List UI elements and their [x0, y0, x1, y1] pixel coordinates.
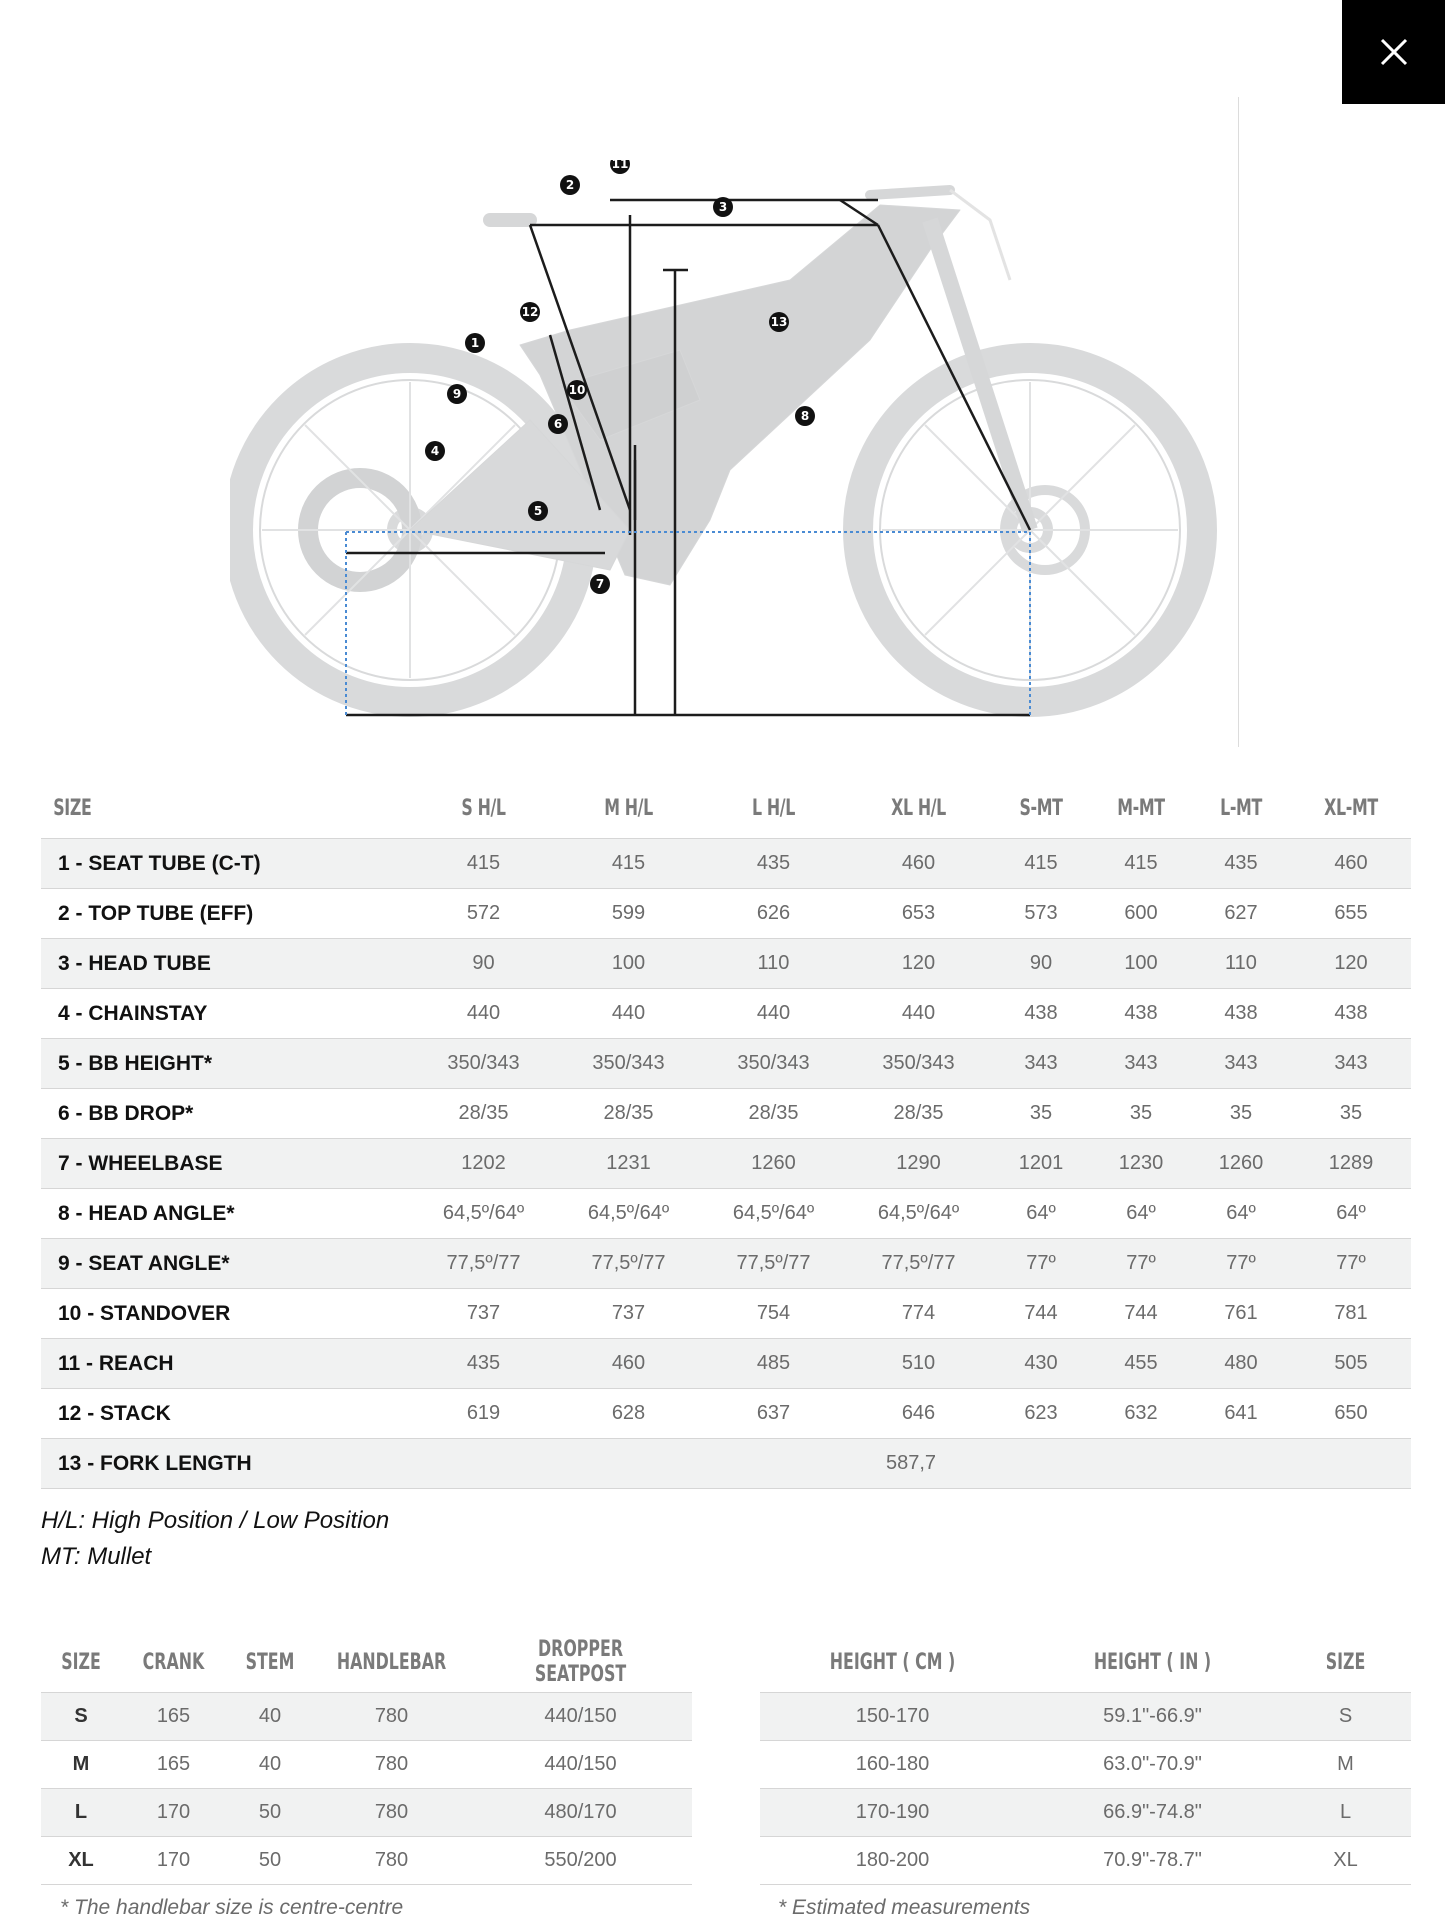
marker-13: [769, 312, 789, 332]
table-cell: 430: [991, 1339, 1091, 1389]
table-notes: [41, 1503, 389, 1575]
table-cell: 50: [226, 1789, 314, 1837]
column-header: L H/L: [752, 795, 795, 821]
marker-11: [610, 160, 630, 174]
marker-9: [447, 384, 467, 404]
table-cell: 653: [846, 889, 991, 939]
table-cell: 632: [1091, 1389, 1191, 1439]
table-cell: 1260: [701, 1139, 846, 1189]
note-mt: MT: Mullet: [41, 1543, 152, 1570]
table-row: [41, 1089, 1411, 1139]
table-row: [41, 839, 1411, 889]
column-header: XL-MT: [1324, 795, 1378, 821]
table-cell: 480/170: [469, 1789, 692, 1837]
height-footnote: * Estimated measurements: [778, 1896, 1031, 1919]
components-footnote: * The handlebar size is centre-centre: [60, 1896, 404, 1919]
row-label: 13 - FORK LENGTH: [41, 1439, 411, 1489]
table-cell: 28/35: [846, 1089, 991, 1139]
vertical-divider: [1238, 97, 1239, 747]
table-cell: 1289: [1291, 1139, 1411, 1189]
column-header: M-MT: [1117, 795, 1165, 821]
table-cell: 480: [1191, 1339, 1291, 1389]
table-cell: 35: [1191, 1089, 1291, 1139]
column-header: STEM: [245, 1649, 295, 1675]
table-cell: 572: [411, 889, 556, 939]
table-cell: 40: [226, 1741, 314, 1789]
table-cell: 343: [1091, 1039, 1191, 1089]
row-label: 12 - STACK: [41, 1389, 411, 1439]
table-cell: 100: [556, 939, 701, 989]
table-cell: 780: [314, 1789, 469, 1837]
table-cell: 28/35: [701, 1089, 846, 1139]
table-cell: 626: [701, 889, 846, 939]
row-label: 11 - REACH: [41, 1339, 411, 1389]
table-cell: 440: [701, 989, 846, 1039]
svg-text:13: 13: [770, 315, 788, 329]
table-cell: 1290: [846, 1139, 991, 1189]
table-cell: 64º: [1091, 1189, 1191, 1239]
table-row: [41, 989, 1411, 1039]
row-label: 5 - BB HEIGHT*: [41, 1039, 411, 1089]
table-cell: 170: [121, 1837, 226, 1885]
table-cell: 440: [411, 989, 556, 1039]
table-cell: XL: [41, 1837, 121, 1885]
close-button[interactable]: [1342, 0, 1445, 104]
table-cell: 737: [411, 1289, 556, 1339]
table-cell: 460: [846, 839, 991, 889]
column-header: M H/L: [604, 795, 653, 821]
table-cell: 343: [1291, 1039, 1411, 1089]
column-header: HEIGHT ( IN ): [1093, 1649, 1212, 1675]
table-row: [41, 889, 1411, 939]
table-cell: 587,7: [411, 1439, 1411, 1489]
table-cell: 780: [314, 1837, 469, 1885]
table-cell: 77º: [991, 1239, 1091, 1289]
geometry-table: [41, 778, 1411, 1489]
table-cell: 77,5º/77: [846, 1239, 991, 1289]
row-label: 2 - TOP TUBE (EFF): [41, 889, 411, 939]
table-cell: 64º: [991, 1189, 1091, 1239]
table-cell: 35: [1291, 1089, 1411, 1139]
table-row: [41, 1339, 1411, 1389]
table-cell: 110: [1191, 939, 1291, 989]
table-cell: 170-190: [760, 1789, 1025, 1837]
table-cell: 438: [991, 989, 1091, 1039]
row-label: 4 - CHAINSTAY: [41, 989, 411, 1039]
column-header: XL H/L: [891, 795, 946, 821]
table-cell: 350/343: [556, 1039, 701, 1089]
table-cell: 64º: [1191, 1189, 1291, 1239]
table-row: [760, 1693, 1411, 1741]
table-cell: 780: [314, 1693, 469, 1741]
table-cell: 350/343: [846, 1039, 991, 1089]
table-cell: 440: [846, 989, 991, 1039]
table-row: [41, 1239, 1411, 1289]
row-label: 10 - STANDOVER: [41, 1289, 411, 1339]
table-cell: 573: [991, 889, 1091, 939]
close-icon: [1380, 38, 1408, 66]
table-cell: 415: [556, 839, 701, 889]
table-cell: 619: [411, 1389, 556, 1439]
marker-7: [590, 574, 610, 594]
table-cell: 343: [991, 1039, 1091, 1089]
table-cell: S: [1280, 1693, 1411, 1741]
table-cell: 460: [556, 1339, 701, 1389]
table-cell: 165: [121, 1693, 226, 1741]
table-cell: 350/343: [701, 1039, 846, 1089]
table-cell: 438: [1191, 989, 1291, 1039]
table-cell: 435: [411, 1339, 556, 1389]
table-row: [41, 1837, 692, 1885]
svg-text:3: 3: [718, 200, 728, 214]
table-row: [41, 1289, 1411, 1339]
column-header: SIZE: [61, 1649, 101, 1675]
table-cell: 40: [226, 1693, 314, 1741]
svg-text:12: 12: [521, 305, 539, 319]
table-cell: 150-170: [760, 1693, 1025, 1741]
table-cell: 59.1"-66.9": [1025, 1693, 1280, 1741]
svg-text:5: 5: [533, 504, 543, 518]
svg-text:6: 6: [553, 417, 563, 431]
table-row: [41, 1789, 692, 1837]
table-cell: 170: [121, 1789, 226, 1837]
table-cell: 180-200: [760, 1837, 1025, 1885]
svg-text:4: 4: [430, 444, 440, 458]
rider-height-table: [760, 1632, 1411, 1885]
column-header: HEIGHT ( CM ): [829, 1649, 956, 1675]
row-label: 7 - WHEELBASE: [41, 1139, 411, 1189]
table-cell: 28/35: [411, 1089, 556, 1139]
components-table: [41, 1632, 692, 1885]
table-cell: 77º: [1191, 1239, 1291, 1289]
table-cell: 64,5º/64º: [556, 1189, 701, 1239]
table-cell: 744: [1091, 1289, 1191, 1339]
table-cell: 120: [846, 939, 991, 989]
table-row: [41, 1741, 692, 1789]
table-cell: 455: [1091, 1339, 1191, 1389]
column-header: CRANK: [142, 1649, 205, 1675]
table-cell: 70.9"-78.7": [1025, 1837, 1280, 1885]
table-cell: 646: [846, 1389, 991, 1439]
table-row: [41, 1389, 1411, 1439]
table-cell: 435: [701, 839, 846, 889]
table-cell: 35: [1091, 1089, 1191, 1139]
table-cell: 64,5º/64º: [411, 1189, 556, 1239]
table-cell: 440/150: [469, 1741, 692, 1789]
table-cell: 415: [991, 839, 1091, 889]
marker-3: [713, 197, 733, 217]
table-row: [41, 1189, 1411, 1239]
table-cell: 440/150: [469, 1693, 692, 1741]
column-header: DROPPER SEATPOST: [534, 1637, 627, 1687]
table-cell: XL: [1280, 1837, 1411, 1885]
column-header: S H/L: [461, 795, 506, 821]
table-cell: 440: [556, 989, 701, 1039]
table-cell: 774: [846, 1289, 991, 1339]
table-cell: 438: [1091, 989, 1191, 1039]
table-cell: 1231: [556, 1139, 701, 1189]
table-cell: 64,5º/64º: [701, 1189, 846, 1239]
table-cell: 63.0"-70.9": [1025, 1741, 1280, 1789]
row-label: 9 - SEAT ANGLE*: [41, 1239, 411, 1289]
table-row: [760, 1837, 1411, 1885]
table-cell: 510: [846, 1339, 991, 1389]
table-cell: 110: [701, 939, 846, 989]
table-cell: 780: [314, 1741, 469, 1789]
table-cell: 120: [1291, 939, 1411, 989]
table-cell: 761: [1191, 1289, 1291, 1339]
table-cell: 641: [1191, 1389, 1291, 1439]
table-cell: 485: [701, 1339, 846, 1389]
marker-2: [560, 175, 580, 195]
table-cell: 438: [1291, 989, 1411, 1039]
geometry-header-row: [41, 778, 1411, 839]
svg-text:9: 9: [452, 387, 462, 401]
table-cell: 28/35: [556, 1089, 701, 1139]
column-header: HANDLEBAR: [336, 1649, 447, 1675]
table-cell: 737: [556, 1289, 701, 1339]
marker-6: [548, 414, 568, 434]
table-cell: S: [41, 1693, 121, 1741]
table-cell: 744: [991, 1289, 1091, 1339]
table-cell: 35: [991, 1089, 1091, 1139]
table-cell: L: [1280, 1789, 1411, 1837]
table-row: [41, 1693, 692, 1741]
column-header: S-MT: [1019, 795, 1063, 821]
marker-5: [528, 501, 548, 521]
table-cell: 66.9"-74.8": [1025, 1789, 1280, 1837]
table-cell: 90: [991, 939, 1091, 989]
row-label: 8 - HEAD ANGLE*: [41, 1189, 411, 1239]
table-cell: 77º: [1291, 1239, 1411, 1289]
table-cell: 343: [1191, 1039, 1291, 1089]
table-cell: 50: [226, 1837, 314, 1885]
svg-text:7: 7: [595, 577, 605, 591]
table-cell: 77,5º/77: [411, 1239, 556, 1289]
table-cell: 415: [411, 839, 556, 889]
svg-text:8: 8: [800, 409, 810, 423]
table-cell: 415: [1091, 839, 1191, 889]
table-cell: 1230: [1091, 1139, 1191, 1189]
table-cell: 435: [1191, 839, 1291, 889]
table-cell: 623: [991, 1389, 1091, 1439]
table-cell: 460: [1291, 839, 1411, 889]
table-cell: 600: [1091, 889, 1191, 939]
note-hl: H/L: High Position / Low Position: [41, 1507, 390, 1534]
row-label: 3 - HEAD TUBE: [41, 939, 411, 989]
table-cell: 1201: [991, 1139, 1091, 1189]
row-label: 1 - SEAT TUBE (C-T): [41, 839, 411, 889]
table-row: [760, 1789, 1411, 1837]
table-cell: 100: [1091, 939, 1191, 989]
table-row: [760, 1741, 1411, 1789]
marker-10: [567, 380, 587, 400]
table-cell: 90: [411, 939, 556, 989]
table-cell: 77º: [1091, 1239, 1191, 1289]
bike-geometry-diagram: [230, 160, 1230, 740]
table-row-fork-length: [41, 1439, 1411, 1489]
table-cell: 160-180: [760, 1741, 1025, 1789]
table-cell: 754: [701, 1289, 846, 1339]
table-row: [41, 1139, 1411, 1189]
geometry-size-header: SIZE: [53, 795, 92, 821]
row-label: 6 - BB DROP*: [41, 1089, 411, 1139]
marker-1: [465, 333, 485, 353]
table-cell: 627: [1191, 889, 1291, 939]
table-cell: 637: [701, 1389, 846, 1439]
table-cell: 350/343: [411, 1039, 556, 1089]
table-cell: 77,5º/77: [701, 1239, 846, 1289]
marker-12: [520, 302, 540, 322]
svg-text:1: 1: [470, 336, 480, 350]
svg-text:11: 11: [611, 160, 629, 171]
table-cell: 505: [1291, 1339, 1411, 1389]
table-cell: 64,5º/64º: [846, 1189, 991, 1239]
table-cell: 781: [1291, 1289, 1411, 1339]
table-row: [41, 1039, 1411, 1089]
table-cell: 1260: [1191, 1139, 1291, 1189]
svg-text:10: 10: [568, 383, 586, 397]
table-cell: 550/200: [469, 1837, 692, 1885]
svg-text:2: 2: [565, 178, 575, 192]
table-row: [41, 939, 1411, 989]
column-header: SIZE: [1325, 1649, 1366, 1675]
table-cell: 655: [1291, 889, 1411, 939]
column-header: L-MT: [1220, 795, 1262, 821]
table-cell: 64º: [1291, 1189, 1411, 1239]
table-cell: M: [1280, 1741, 1411, 1789]
table-cell: 650: [1291, 1389, 1411, 1439]
marker-8: [795, 406, 815, 426]
table-cell: 628: [556, 1389, 701, 1439]
table-cell: 1202: [411, 1139, 556, 1189]
marker-4: [425, 441, 445, 461]
table-cell: 165: [121, 1741, 226, 1789]
table-cell: 77,5º/77: [556, 1239, 701, 1289]
table-cell: L: [41, 1789, 121, 1837]
table-cell: M: [41, 1741, 121, 1789]
table-cell: 599: [556, 889, 701, 939]
